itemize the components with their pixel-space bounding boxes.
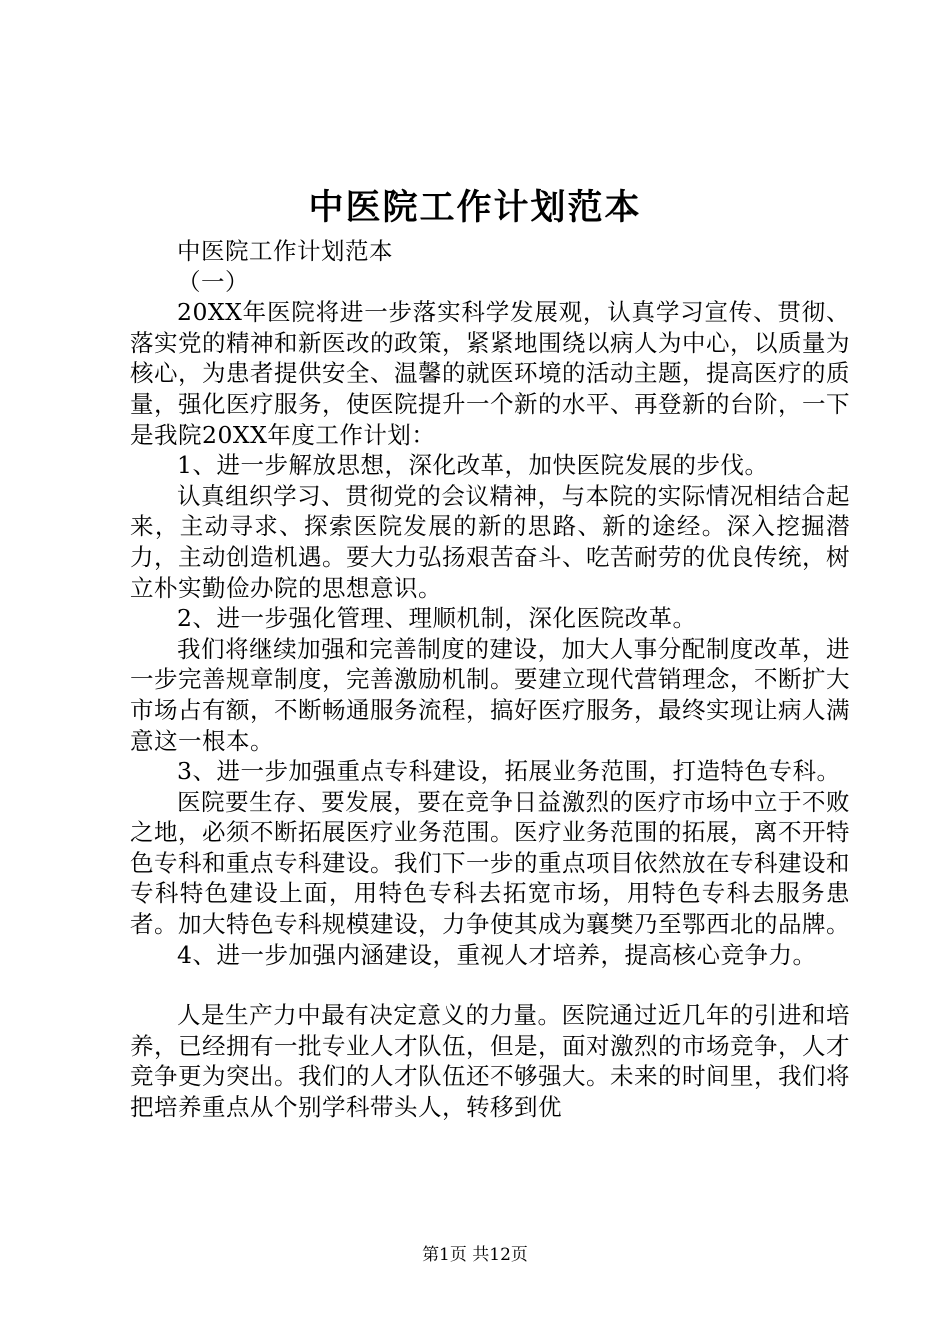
document-body bbox=[130, 236, 850, 1123]
document-title: 中医院工作计划范本 bbox=[308, 187, 642, 228]
paragraph: 20XX年医院将进一步落实科学发展观，认真学习宣传、贯彻、落实党的精神和新医改的政策，紧紧地围绕以病人为中心，以质量为核心，为患者提供安全、温馨的就医环境的活动主题，提高医疗的质量，强化医疗服务，使医院提升一个新的水平、再登新的台阶，一下是我院20XX年度工作计划： bbox=[130, 298, 850, 449]
section-heading: 4、进一步加强内涵建设，重视人才培养，提高核心竞争力。 bbox=[177, 940, 817, 969]
page-number: 第1页 共12页 bbox=[422, 1245, 528, 1265]
paragraph: 医院要生存、要发展，要在竞争日益激烈的医疗市场中立于不败之地，必须不断拓展医疗业务范围。医疗业务范围的拓展，离不开特色专科和重点专科建设。我们下一步的重点项目依然放在专科建设和专科特色建设上面，用特色专科去拓宽市场，用特色专科去服务患者。加大特色专科规模建设，力争使其成为襄樊乃至鄂西北的品牌。 bbox=[130, 787, 850, 939]
paragraph: 认真组织学习、贯彻党的会议精神，与本院的实际情况相结合起来，主动寻求、探索医院发展的新的思路、新的途经。深入挖掘潜力，主动创造机遇。要大力弘扬艰苦奋斗、吃苦耐劳的优良传统，树立朴实勤俭办院的思想意识。 bbox=[130, 481, 850, 602]
section-heading: 3、进一步加强重点专科建设，拓展业务范围，打造特色专科。 bbox=[177, 757, 841, 786]
document-subtitle: 中医院工作计划范本 bbox=[177, 237, 393, 265]
section-marker: （一） bbox=[177, 267, 249, 296]
section-heading: 2、进一步强化管理、理顺机制，深化医院改革。 bbox=[177, 604, 697, 633]
section-heading: 1、进一步解放思想，深化改革，加快医院发展的步伐。 bbox=[177, 451, 769, 480]
paragraph: 我们将继续加强和完善制度的建设，加大人事分配制度改革，进一步完善规章制度，完善激励机制。要建立现代营销理念，不断扩大市场占有额，不断畅通服务流程，搞好医疗服务，最终实现让病人满意这一根本。 bbox=[130, 634, 850, 755]
paragraph: 人是生产力中最有决定意义的力量。医院通过近几年的引进和培养，已经拥有一批专业人才队伍，但是，面对激烈的市场竞争，人才竞争更为突出。我们的人才队伍还不够强大。未来的时间里，我们将把培养重点从个别学科带头人，转移到优 bbox=[130, 1001, 850, 1122]
